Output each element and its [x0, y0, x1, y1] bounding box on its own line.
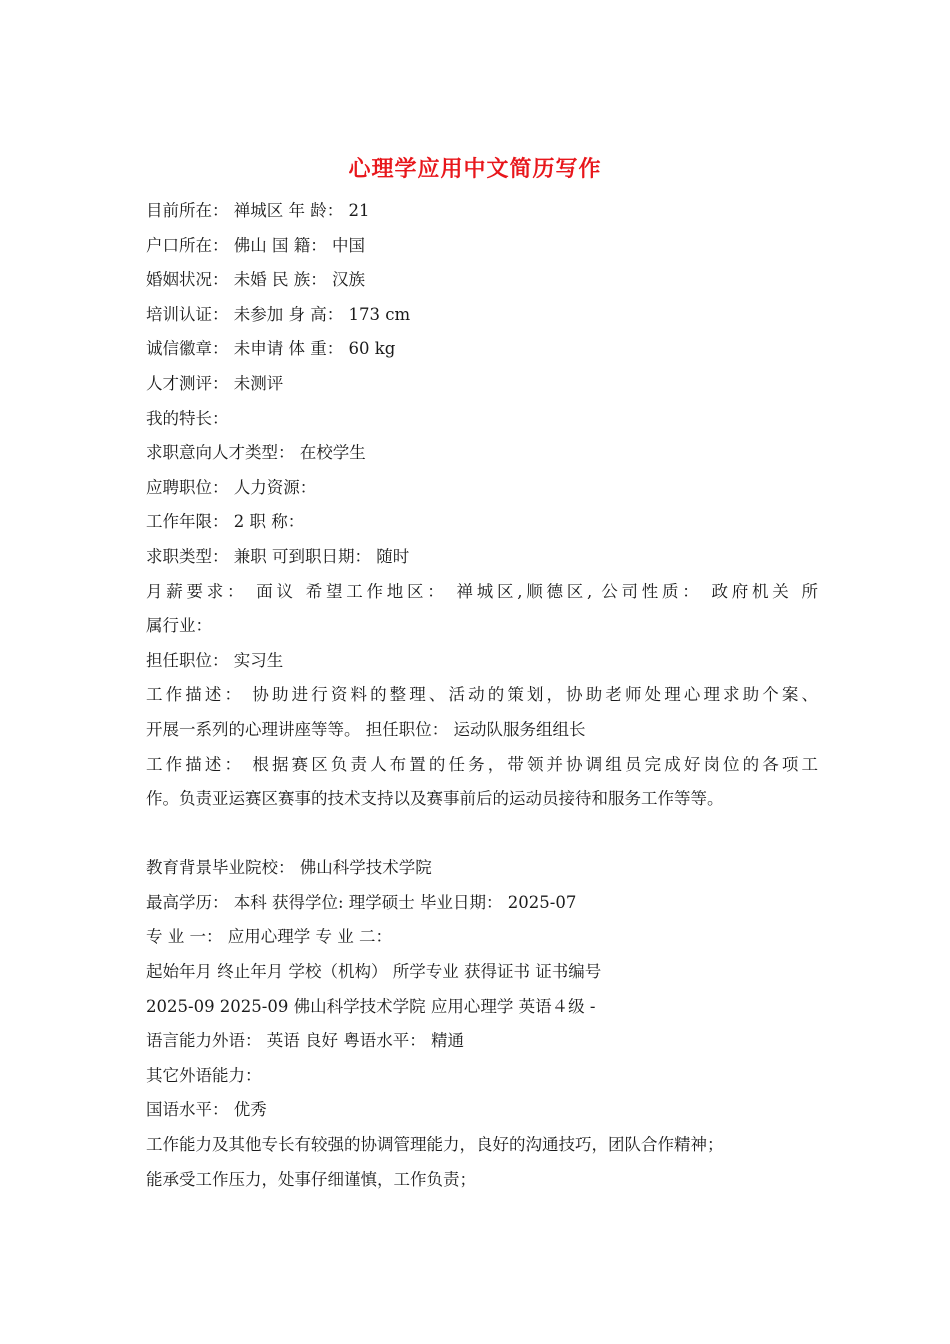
text-line: 作。负责亚运赛区赛事的技术支持以及赛事前后的运动员接待和服务工作等等。 [146, 789, 724, 809]
text-line: 工作年限： 2 职 称： [146, 512, 305, 532]
text-line: 起始年月 终止年月 学校（机构） 所学专业 获得证书 证书编号 [146, 962, 602, 982]
text-line: 户口所在： 佛山 国 籍： 中国 [146, 235, 365, 255]
text-line: 国语水平： 优秀 [146, 1100, 267, 1120]
text-line: 专 业 一： 应用心理学 专 业 二： [146, 927, 392, 947]
text-line: 诚信徽章： 未申请 体 重： 60 kg [146, 339, 396, 359]
text-line: 工作能力及其他专长有较强的协调管理能力，良好的沟通技巧，团队合作精神； [146, 1135, 724, 1155]
text-line: 能承受工作压力，处事仔细谨慎，工作负责； [146, 1169, 476, 1189]
text-line: 目前所在： 禅城区 年 龄： 21 [146, 201, 370, 220]
text-line: 开展一系列的心理讲座等等。 担任职位： 运动队服务组组长 [146, 719, 586, 739]
text-line: 婚姻状况： 未婚 民 族： 汉族 [146, 270, 365, 290]
blank-line [146, 817, 818, 852]
text-line: 求职类型： 兼职 可到职日期： 随时 [146, 546, 410, 566]
text-line: 求职意向人才类型： 在校学生 [146, 443, 366, 463]
text-line: 我的特长： [146, 408, 229, 428]
text-line: 最高学历： 本科 获得学位: 理学硕士 毕业日期： 2025-07 [146, 892, 577, 912]
text-line: 2025-09 2025-09 佛山科学技术学院 应用心理学 英语４级 - [146, 996, 596, 1016]
text-line: 培训认证： 未参加 身 高： 173 cm [146, 304, 411, 324]
text-line: 应聘职位： 人力资源： [146, 477, 317, 497]
document-title: 心理学应用中文简历写作 [348, 156, 602, 182]
text-line: 工作描述： 根据赛区负责人布置的任务，带领并协调组员完成好岗位的各项工 [146, 754, 818, 774]
text-line: 其它外语能力： [146, 1065, 262, 1085]
text-line: 工作描述： 协助进行资料的整理、活动的策划，协助老师处理心理求助个案、 [146, 685, 818, 705]
text-line: 属行业： [146, 616, 212, 636]
text-line: 人才测评： 未测评 [146, 373, 284, 393]
text-line: 月薪要求： 面议 希望工作地区： 禅城区,顺德区, 公司性质： 政府机关 所 [146, 581, 818, 601]
resume-body [146, 194, 818, 1197]
text-line: 语言能力外语： 英语 良好 粤语水平： 精通 [146, 1031, 464, 1051]
text-line: 担任职位： 实习生 [146, 650, 284, 670]
text-line: 教育背景毕业院校： 佛山科学技术学院 [146, 858, 432, 878]
